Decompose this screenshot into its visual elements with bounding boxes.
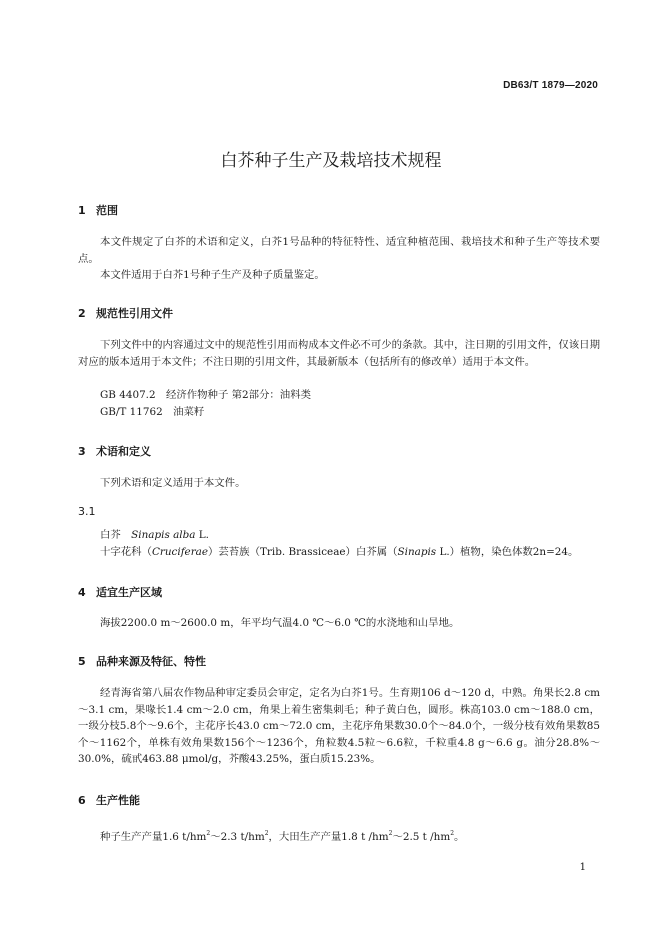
section-6-paragraph-1	[100, 826, 464, 846]
section-2-paragraph-1: 下列文件中的内容通过文中的规范性引用而构成本文件必不可少的条款。其中，注日期的引用文件，仅该日期对应的版本适用于本文件；不注日期的引用文件，其最新版本（包括所有的修改单）适用于本文件。	[78, 339, 600, 368]
definition-genus-latin: Sinapis	[397, 546, 437, 558]
section-title: 规范性引用文件	[96, 307, 173, 320]
section-title: 适宜生产区域	[96, 586, 162, 599]
superscript: 2	[264, 830, 269, 837]
section-5-heading	[78, 653, 206, 669]
section-title: 范围	[96, 204, 118, 217]
section-1-heading	[78, 202, 118, 218]
section-title: 生产性能	[96, 794, 140, 807]
section-4-heading	[78, 584, 162, 600]
superscript: 2	[388, 830, 393, 837]
definition-text: 十字花科（	[100, 546, 152, 558]
section-4-paragraph-1: 海拔2200.0 m～2600.0 m，年平均气温4.0 ℃～6.0 ℃的水浇地和山旱地。	[100, 617, 460, 629]
section-title: 术语和定义	[96, 445, 151, 458]
section-number: 6	[78, 794, 86, 807]
section-2-heading	[78, 305, 173, 321]
subsection-3-1-number: 3.1	[78, 505, 96, 518]
definition-text: ）芸苔族（Trib. Brassiceae）白芥属（	[208, 546, 398, 558]
section-6-heading	[78, 792, 140, 808]
superscript: 2	[206, 830, 211, 837]
term-entry	[100, 527, 209, 544]
term-latin-name: Sinapis alba	[131, 529, 196, 541]
page-title: 白芥种子生产及栽培技术规程	[220, 151, 442, 171]
reference-2: GB/T 11762 油菜籽	[100, 406, 205, 418]
section-title: 品种来源及特征、特性	[96, 655, 206, 668]
yield-text: ～2.3 t/hm	[210, 831, 265, 843]
section-1-paragraph-2: 本文件适用于白芥1号种子生产及种子质量鉴定。	[100, 269, 325, 281]
yield-text: 种子生产产量1.6 t/hm	[100, 831, 207, 843]
document-code: DB63/T 1879—2020	[503, 80, 598, 91]
superscript: 2	[450, 830, 455, 837]
yield-text: ，大田生产产量1.8 t /hm	[268, 831, 389, 843]
definition-family-latin: Cruciferae	[151, 546, 209, 558]
section-number: 5	[78, 655, 86, 668]
definition-text: L.）植物，染色体数2n=24。	[436, 546, 579, 558]
section-number: 4	[78, 586, 86, 599]
page-number: 1	[579, 862, 586, 873]
reference-1: GB 4407.2 经济作物种子 第2部分：油料类	[100, 389, 311, 401]
section-5-paragraph-1: 经青海省第八届农作物品种审定委员会审定，定名为白芥1号。生育期106 d～120 d，中熟。角果长2.8 cm～3.1 cm，果喙长1.4 cm～2.0 cm，角果上着生密集刺毛；种子黄白色，圆形。株高103.0 cm～188.0 cm，一级分枝5.8个～9.6个，主花序长43.0 cm～72.0 cm，主花序角果数30.0个～84.0个，一级分枝有效角果数85个～1162个，单株有效角果数156个～1236个，角粒数4.5粒～6.6粒，千粒重4.8 g～6.6 g。油分28.8%～30.0%，硫甙463.88 μmol/g，芥酸43.25%，蛋白质15.23%。	[78, 687, 600, 765]
term-author: L.	[195, 529, 209, 541]
section-3-heading	[78, 443, 151, 459]
term-definition	[100, 544, 578, 561]
section-3-paragraph-1: 下列术语和定义适用于本文件。	[100, 477, 246, 489]
section-number: 2	[78, 307, 86, 320]
yield-text: 。	[454, 831, 465, 843]
section-1-paragraph-1: 本文件规定了白芥的术语和定义，白芥1号品种的特征特性、适宜种植范围、栽培技术和种子生产等技术要点。	[78, 236, 600, 265]
section-number: 3	[78, 445, 86, 458]
term-chinese: 白芥	[100, 529, 121, 541]
yield-text: ～2.5 t /hm	[392, 831, 451, 843]
section-number: 1	[78, 204, 86, 217]
